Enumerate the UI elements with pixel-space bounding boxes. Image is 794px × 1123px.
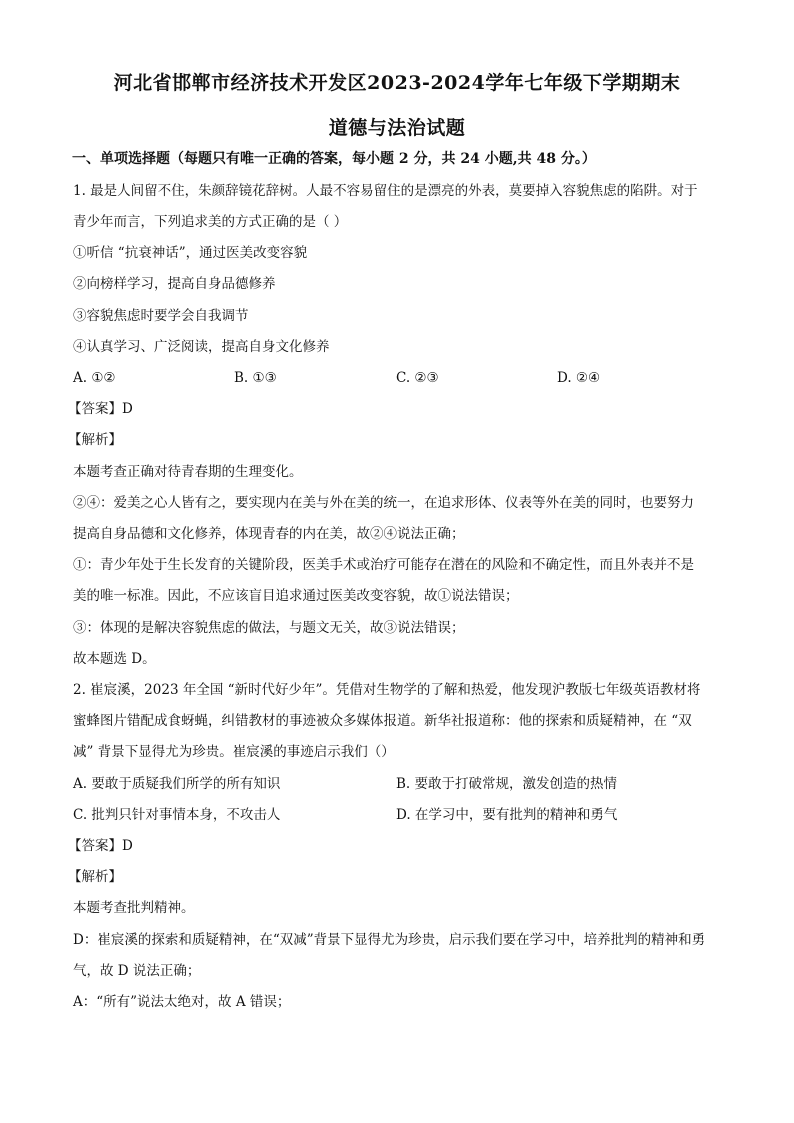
q1-item-4: ④认真学习、广泛阅读，提高自身文化修养 [73,339,330,355]
q2-stem-line-1: 2. 崔宸溪，2023 年全国 “新时代好少年”。凭借对生物学的了解和热爱，他发现沪教版七年级英语教材将 [73,682,701,698]
q1-analysis-line-2: ②④：爱美之心人皆有之，要实现内在美与外在美的统一，在追求形体、仪表等外在美的同时，也要努力 [73,495,694,511]
q1-item-1: ①听信 “抗衰神话”，通过医美改变容貌 [73,245,308,261]
q1-option-c: C. ②③ [396,370,439,386]
q2-option-d: D. 在学习中，要有批判的精神和勇气 [396,807,618,823]
q2-option-b: B. 要敢于打破常规，激发创造的热情 [396,776,618,792]
q2-analysis-line-1: 本题考查批判精神。 [73,900,195,916]
q1-option-a: A. ①② [73,370,116,386]
q2-option-a: A. 要敢于质疑我们所学的所有知识 [73,776,281,792]
q1-analysis-line-7: 故本题选 D。 [73,651,156,667]
page-title-line-1: 河北省邯郸市经济技术开发区2023-2024学年七年级下学期期末 [113,72,681,94]
q1-item-3: ③容貌焦虑时要学会自我调节 [73,308,249,324]
page-title-line-2: 道德与法治试题 [328,117,466,139]
q1-analysis-line-6: ③：体现的是解决容貌焦虑的做法，与题文无关，故③说法错误； [73,620,465,636]
q1-stem-line-1: 1. 最是人间留不住，朱颜辞镜花辞树。人最不容易留住的是漂亮的外表，莫要掉入容貌焦虑的陷阱。对于 [73,183,698,199]
q1-option-d: D. ②④ [557,370,601,386]
q1-option-b: B. ①③ [234,370,277,386]
q2-analysis-line-3: 气，故 D 说法正确； [73,963,201,979]
section-heading: 一、单项选择题（每题只有唯一正确的答案，每小题 2 分，共 24 小题,共 48 分。） [72,151,596,167]
q2-answer: 【答案】D [68,838,133,854]
q1-analysis-line-4: ①：青少年处于生长发育的关键阶段，医美手术或治疗可能存在潜在的风险和不确定性，而且外表并不是 [73,557,694,573]
q2-analysis-label: 【解析】 [68,869,122,885]
q2-analysis-line-4: A：“所有”说法太绝对，故 A 错误； [73,994,291,1010]
q2-stem-line-3: 减” 背景下显得尤为珍贵。崔宸溪的事迹启示我们（） [73,744,395,760]
q1-answer: 【答案】D [68,401,133,417]
q2-analysis-line-2: D：崔宸溪的探索和质疑精神，在“双减”背景下显得尤为珍贵，启示我们要在学习中，培养批判的精神和勇 [73,932,706,948]
q2-stem-line-2: 蜜蜂图片错配成食蚜蝇，纠错教材的事迹被众多媒体报道。新华社报道称：他的探索和质疑精神，在 “双 [73,713,692,729]
q1-analysis-line-1: 本题考查正确对待青春期的生理变化。 [73,464,303,480]
q1-analysis-line-5: 美的唯一标准。因此，不应该盲目追求通过医美改变容貌，故①说法错误； [73,588,519,604]
q1-item-2: ②向榜样学习，提高自身品德修养 [73,276,276,292]
q2-option-c: C. 批判只针对事情本身，不攻击人 [73,807,281,823]
q1-analysis-label: 【解析】 [68,432,122,448]
q1-analysis-line-3: 提高自身品德和文化修养，体现青春的内在美，故②④说法正确； [73,526,465,542]
q1-stem-line-2: 青少年而言，下列追求美的方式正确的是（ ） [73,214,348,230]
